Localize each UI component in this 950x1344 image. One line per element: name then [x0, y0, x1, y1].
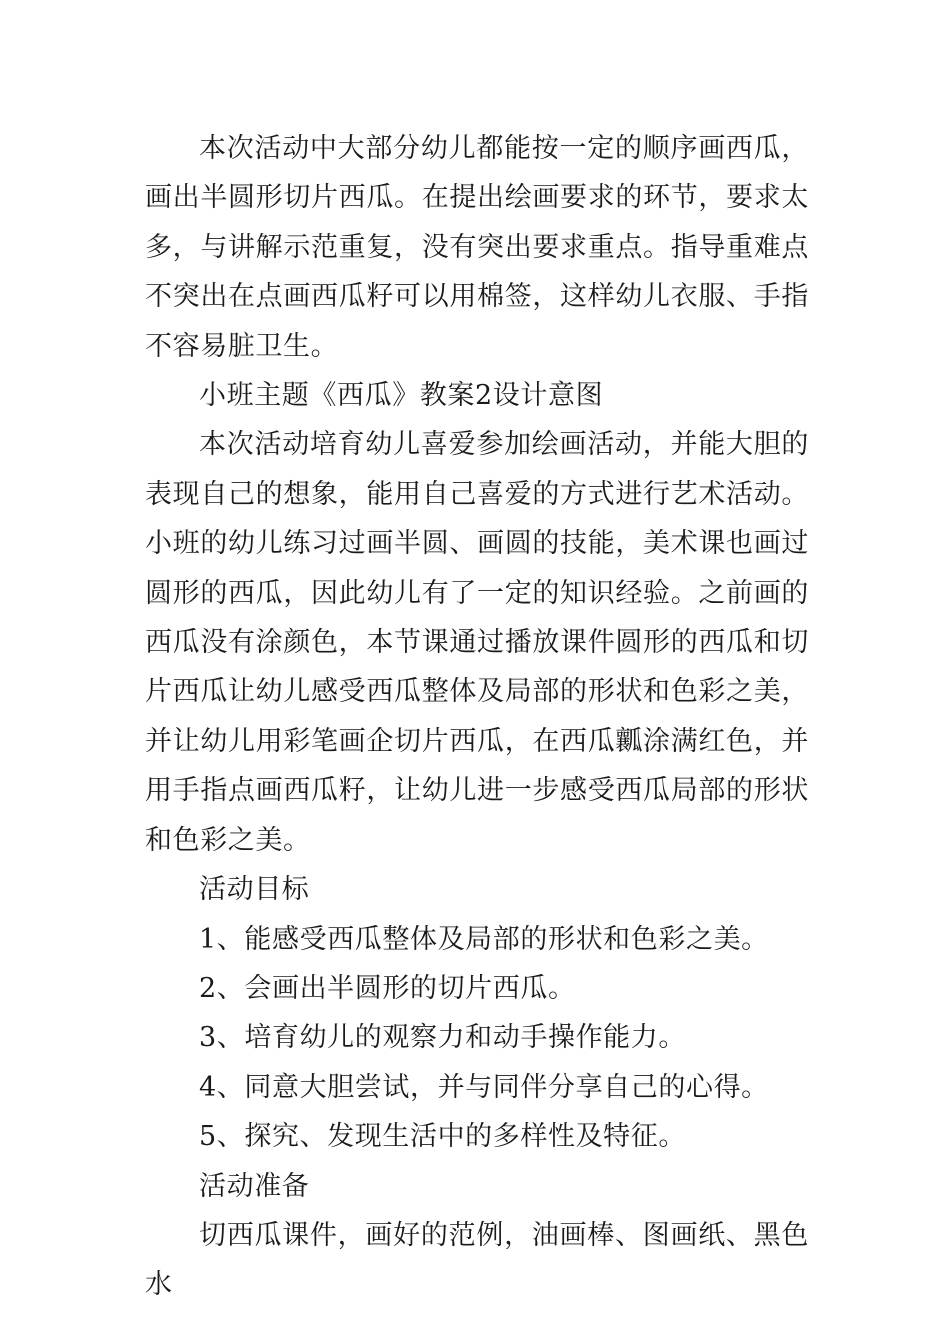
paragraph-preparation: 切西瓜课件，画好的范例，油画棒、图画纸、黑色水 — [145, 1219, 809, 1301]
goal-item-2: 2、会画出半圆形的切片西瓜。 — [199, 972, 576, 1004]
goal-item-3: 3、培育幼儿的观察力和动手操作能力。 — [199, 1022, 686, 1054]
section-heading-activity-goals: 活动目标 — [199, 874, 310, 906]
goal-item-5: 5、探究、发现生活中的多样性及特征。 — [199, 1121, 686, 1153]
document-body — [145, 124, 809, 1310]
section-heading-activity-preparation: 活动准备 — [199, 1170, 310, 1202]
section-heading-design-intent: 小班主题《西瓜》教案2设计意图 — [199, 380, 604, 412]
paragraph-design-intent: 本次活动培育幼儿喜爱参加绘画活动，并能大胆的表现自己的想象，能用自己喜爱的方式进行艺术活动。小班的幼儿练习过画半圆、画圆的技能，美术课也画过圆形的西瓜，因此幼儿有了一定的知识经验。之前画的西瓜没有涂颜色，本节课通过播放课件圆形的西瓜和切片西瓜让幼儿感受西瓜整体及局部的形状和色彩之美，并让幼儿用彩笔画企切片西瓜，在西瓜瓤涂满红色，并用手指点画西瓜籽，让幼儿进一步感受西瓜局部的形状和色彩之美。 — [145, 429, 809, 856]
goal-item-4: 4、同意大胆尝试，并与同伴分享自己的心得。 — [199, 1071, 769, 1103]
paragraph-reflection: 本次活动中大部分幼儿都能按一定的顺序画西瓜，画出半圆形切片西瓜。在提出绘画要求的环节，要求太多，与讲解示范重复，没有突出要求重点。指导重难点不突出在点画西瓜籽可以用棉签，这样幼儿衣服、手指不容易脏卫生。 — [145, 133, 809, 362]
goal-item-1: 1、能感受西瓜整体及局部的形状和色彩之美。 — [199, 923, 769, 955]
